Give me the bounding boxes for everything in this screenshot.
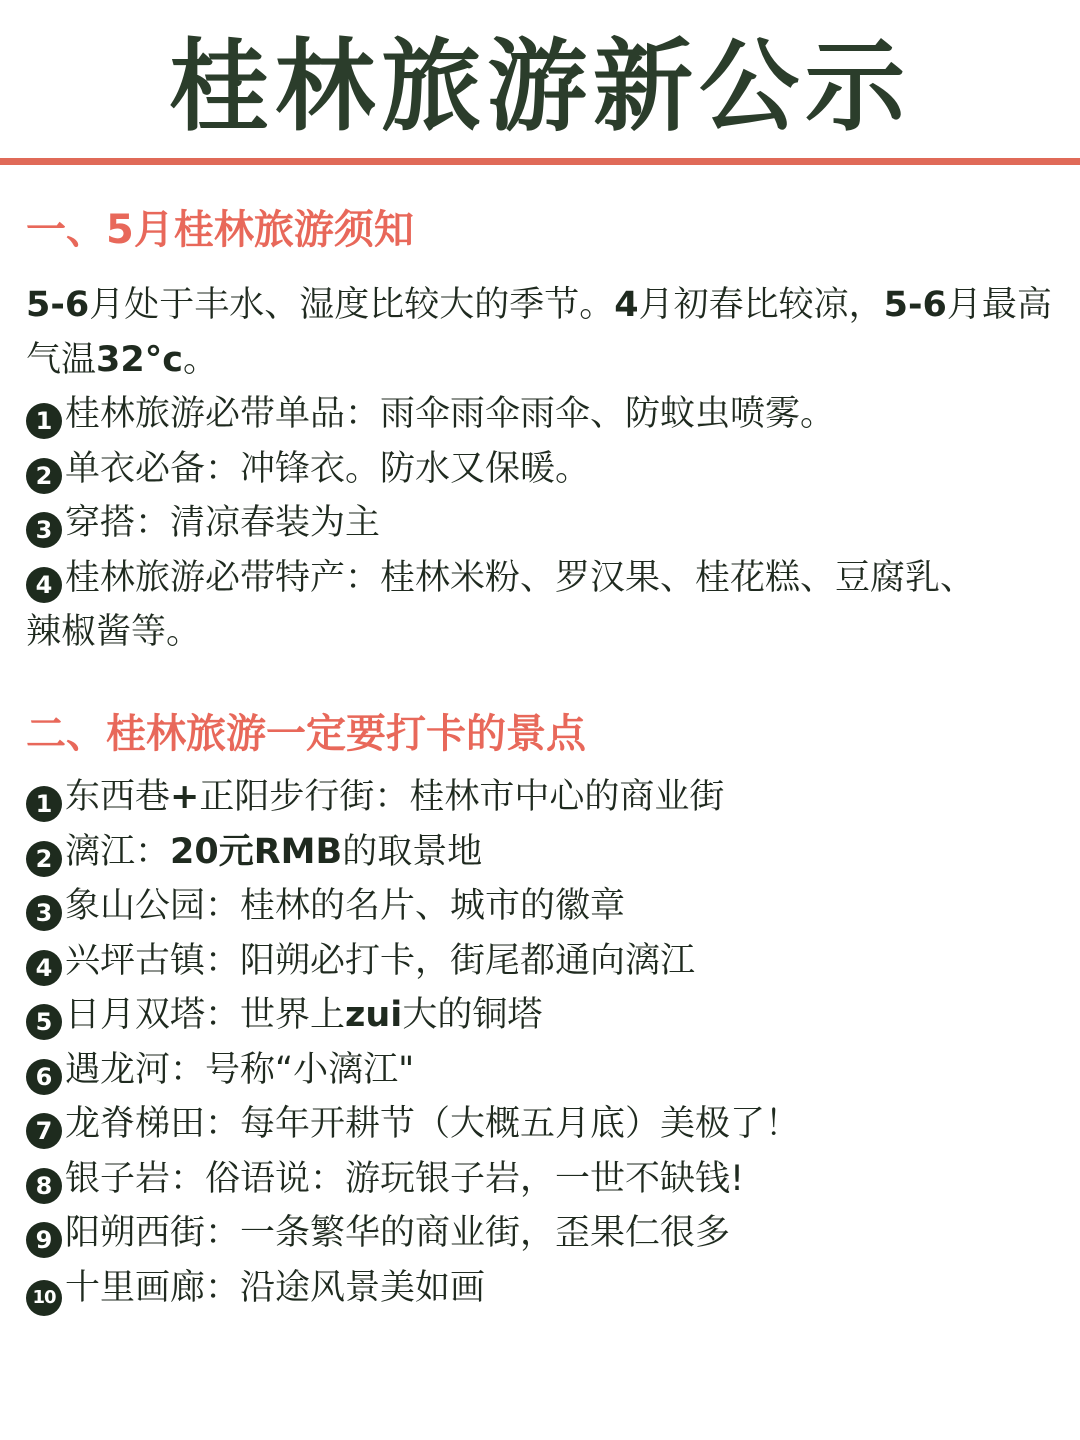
list-item-text: 单衣必备：冲锋衣。防水又保暖。 [65,448,591,489]
number-badge-3: 3 [26,512,62,548]
list-item-text: 桂林旅游必带单品：雨伞雨伞雨伞、防蚊虫喷雾。 [65,394,836,434]
list-item-bold: + [170,777,200,817]
list-item [26,387,1060,442]
list-item-bold: 20元RMB [170,831,343,872]
list-item [26,1152,1060,1207]
number-badge-5: 5 [26,1004,62,1040]
list-item-text: 龙脊梯田：每年开耕节（大概五月底）美极了！ [65,1104,801,1144]
section-heading-attractions: 二、桂林旅游一定要打卡的景点 [26,711,586,757]
travel-notes-block [26,278,1060,660]
intro-text: 。 [182,339,218,380]
list-item-text: 阳朔西街：一条繁华的商业街，歪果仁很多 [65,1213,731,1253]
attractions-block [26,770,1060,1316]
list-item-text: 日月双塔：世界上 [65,995,346,1035]
list-item [26,1261,1060,1316]
list-item-text: 正阳步行街：桂林市中心的商业街 [199,777,725,817]
number-badge-4: 4 [26,950,62,986]
list-item [26,988,1060,1043]
list-item [26,1206,1060,1261]
list-item-text: 象山公园：桂林的名片、城市的徽章 [65,886,626,926]
number-badge-9: 9 [26,1222,62,1258]
number-badge-7: 7 [26,1113,62,1149]
intro-text: 月处于丰水、湿度比较大的季节。 [89,285,615,325]
list-item [26,770,1060,825]
list-item-text: 桂林旅游必带特产：桂林米粉、罗汉果、桂花糕、豆腐乳、 [65,557,976,598]
list-item-text: 穿搭：清凉春装为主 [65,503,381,543]
intro-text: 月初春比较凉， [638,285,884,325]
list-item-text: 的取景地 [342,831,483,872]
number-badge-2: 2 [26,841,62,877]
number-badge-2: 2 [26,458,62,494]
list-item [26,496,1060,551]
list-item-text: 十里画廊：沿途风景美如画 [65,1267,486,1308]
number-badge-1: 1 [26,786,62,822]
list-item [26,934,1060,989]
intro-bold-months: 5-6 [883,285,947,325]
list-item-continuation: 辣椒酱等。 [26,612,202,652]
intro-bold-months: 5-6 [26,285,90,325]
list-item [26,825,1060,880]
intro-bold-temperature: 32°c [96,339,183,380]
title-divider [0,158,1080,165]
list-item-text: 大的铜塔 [402,995,543,1035]
intro-text: 月最高气温 [26,285,1052,380]
number-badge-8: 8 [26,1168,62,1204]
list-item-text: 漓江： [65,831,171,872]
intro-bold-april: 4 [614,285,639,325]
list-item-text: 东西巷 [65,777,171,817]
list-item [26,442,1060,497]
number-badge-4: 4 [26,567,62,603]
list-item-bold: zui [345,995,403,1035]
number-badge-10: 10 [26,1280,62,1316]
list-item [26,1097,1060,1152]
page-title: 桂林旅游新公示 [169,28,911,145]
number-badge-1: 1 [26,403,62,439]
number-badge-6: 6 [26,1059,62,1095]
list-item [26,1043,1060,1098]
list-item-text: 遇龙河：号称“小漓江" [65,1049,415,1090]
travel-notes-intro [26,278,1060,387]
list-item-text: 银子岩：俗语说：游玩银子岩，一世不缺钱! [65,1158,745,1199]
section-heading-travel-notes: 一、5月桂林旅游须知 [26,207,414,253]
list-item [26,551,1060,606]
number-badge-3: 3 [26,895,62,931]
list-item-text: 兴坪古镇：阳朔必打卡，街尾都通向漓江 [65,940,696,981]
list-item [26,879,1060,934]
